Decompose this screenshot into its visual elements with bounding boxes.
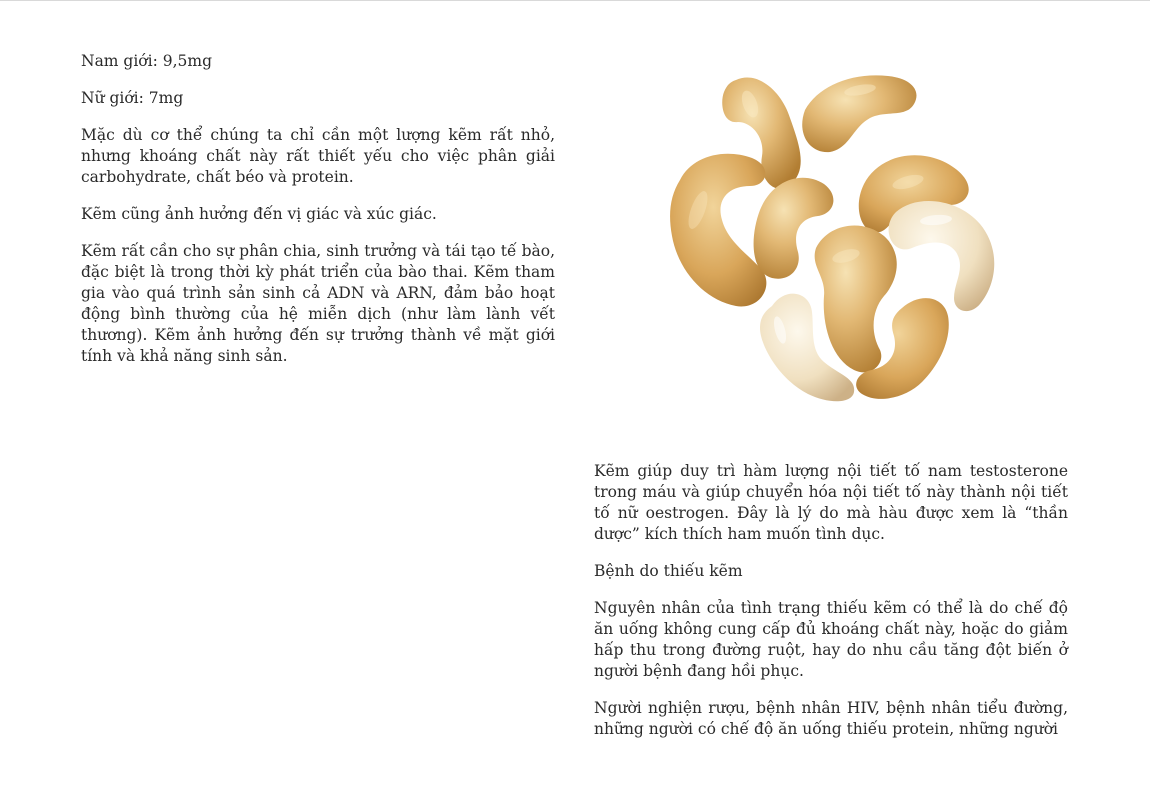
- paragraph-zinc-need: Mặc dù cơ thể chúng ta chỉ cần một lượng kẽm rất nhỏ, nhưng khoáng chất này rất thiết yếu cho việc phân giải carbohydrate, chất béo và protein.: [81, 126, 555, 186]
- cashew-nut: [815, 226, 897, 373]
- cashew-nut: [670, 154, 766, 307]
- section-heading-zinc-deficiency: Bệnh do thiếu kẽm: [594, 562, 743, 580]
- paragraph-men-amount: Nam giới: 9,5mg: [81, 52, 213, 70]
- right-text-column: [594, 461, 1068, 756]
- page-top-border: [0, 0, 1150, 1]
- paragraph-cell-growth: Kẽm rất cần cho sự phân chia, sinh trưởng và tái tạo tế bào, đặc biệt là trong thời kỳ phát triển của bào thai. Kẽm tham gia vào quá trình sản sinh cả ADN và ARN, đảm bảo hoạt động bình thường của hệ miễn dịch (như làm lành vết thương). Kẽm ảnh hưởng đến sự trưởng thành về mặt giới tính và khả năng sinh sản.: [81, 242, 555, 365]
- paragraph-testosterone: Kẽm giúp duy trì hàm lượng nội tiết tố nam testosterone trong máu và giúp chuyển hóa nội tiết tố này thành nội tiết tố nữ oestrogen. Đây là lý do mà hàu được xem là “thần dược” kích thích ham muốn tình dục.: [594, 462, 1068, 543]
- paragraph-women-amount: Nữ giới: 7mg: [81, 89, 184, 107]
- paragraph-deficiency-causes: Nguyên nhân của tình trạng thiếu kẽm có thể là do chế độ ăn uống không cung cấp đủ khoáng chất này, hoặc do giảm hấp thu trong đường ruột, hay do nhu cầu tăng đột biến ở người bệnh đang hồi phục.: [594, 599, 1068, 680]
- paragraph-risk-groups: Người nghiện rượu, bệnh nhân HIV, bệnh nhân tiểu đường, những người có chế độ ăn uống thiếu protein, những người: [594, 699, 1068, 738]
- paragraph-taste-touch: Kẽm cũng ảnh hưởng đến vị giác và xúc giác.: [81, 205, 437, 223]
- left-text-column: [81, 51, 555, 383]
- cashew-nuts-image: [640, 60, 1010, 410]
